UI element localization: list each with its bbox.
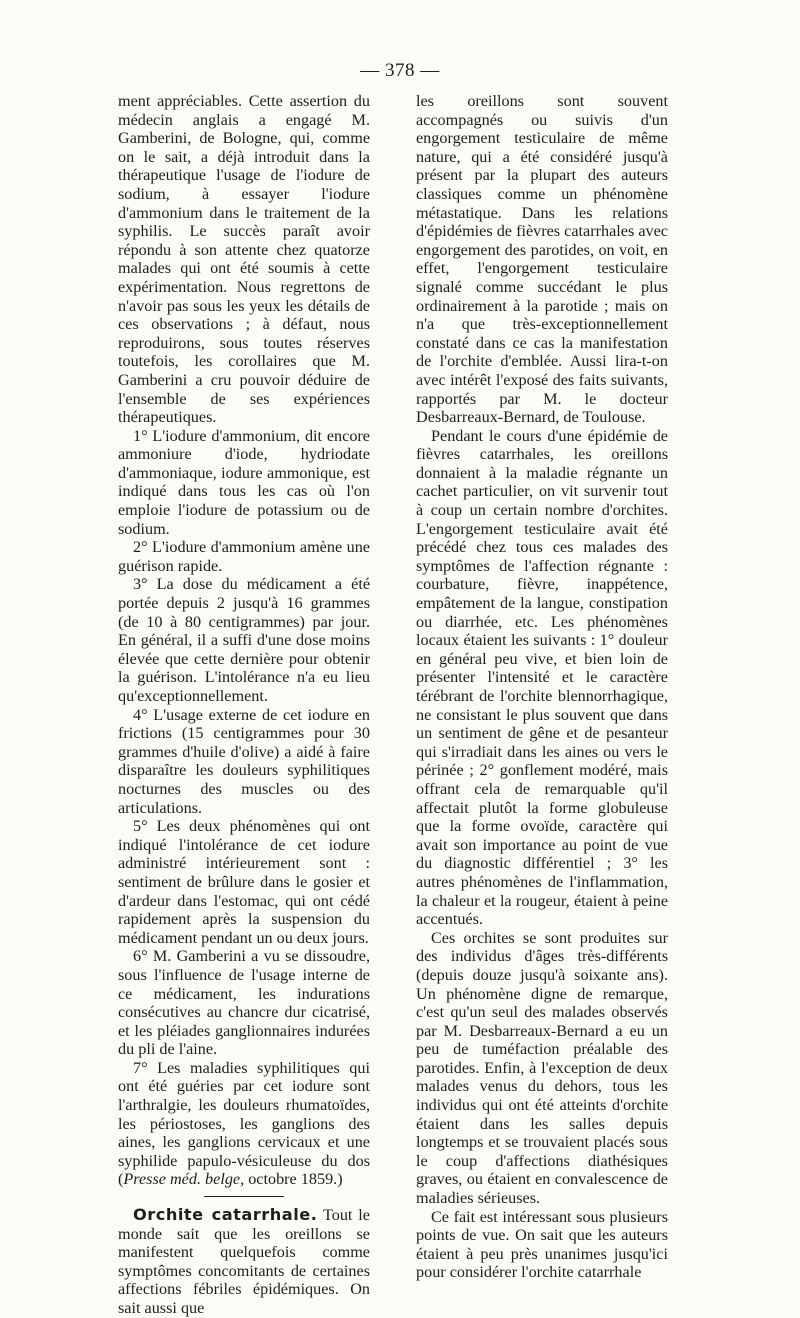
paragraph-intro: ment appréciables. Cette assertion du médecin anglais a engagé M. Gamberini, de Bologne, qui, comme on le sait, a déjà introduit dans la thérapeutique l'usage de l'iodure de sodium, à essayer l'iodure d'ammonium dans le traitement de la syphilis. Le succès paraît avoir répondu à son attente chez quatorze malades qui ont été soumis à cette expérimentation. Nous regrettons de n'avoir pas sous les yeux les détails de ces observations ; à défaut, nous reproduirons, sous toutes réserves toutefois, les corollaires que M. Gamberini a cru pouvoir déduire de l'ensemble de ses expériences thérapeutiques. xyxy=(118,92,370,427)
paragraph-continuation: les oreillons sont souvent accompagnés ou suivis d'un engorgement testiculaire de même nature, qui a été considéré jusqu'à présent par la plupart des auteurs classiques comme un phénomène métastatique. Dans les relations d'épidémies de fièvres catarrhales avec engorgement des parotides, on voit, en effet, l'engorgement testiculaire signalé comme succédant le plus ordinairement à la parotide ; mais on n'a que très-exceptionnellement constaté dans ce cas la manifestation de l'orchite d'emblée. Aussi lira-t-on avec intérêt l'exposé des faits suivants, rapportés par M. le docteur Desbarreaux-Bernard, de Toulouse. xyxy=(416,92,668,427)
paragraph-corollary-4: 4° L'usage externe de cet iodure en frictions (15 centigrammes pour 30 grammes d'huile d'olive) a aidé à faire disparaître les douleurs syphilitiques nocturnes des muscles ou des articulations. xyxy=(118,705,370,817)
paragraph-corollary-2: 2° L'iodure d'ammonium amène une guérison rapide. xyxy=(118,538,370,575)
paragraph-final: Ce fait est intéressant sous plusieurs points de vue. On sait que les auteurs étaient à peu près unanimes jusqu'ici pour considérer l'orchite catarrhale xyxy=(416,1207,668,1282)
source-citation: Presse méd. belge, xyxy=(123,1170,245,1189)
paragraph-corollary-6: 6° M. Gamberini a vu se dissoudre, sous l'influence de l'usage interne de ce médicament, les indurations consécutives au chancre dur cicatrisé, et les pléiades ganglionnaires indurées du pli de l'aine. xyxy=(118,947,370,1059)
left-column xyxy=(118,92,370,1318)
section-intro-text: Tout le monde sait que les oreillons se manifestent quelquefois comme symptômes concomitants de certaines affections fébriles épidémiques. On sait aussi que xyxy=(118,1206,370,1317)
paragraph-epidemic: Pendant le cours d'une épidémie de fièvres catarrhales, les oreillons donnaient à la maladie régnante un cachet particulier, on vit survenir tout à coup un certain nombre d'orchites. L'engorgement testiculaire avait été précédé chez tous ces malades des symptômes de l'affection régnante : courbature, fièvre, inappétence, empâtement de la langue, constipation ou diarrhée, etc. Les phénomènes locaux étaient les suivants : 1° douleur en général peu vive, et bien loin de présenter l'intensité et le caractère térébrant de l'orchite blennorrhagique, ne consistant le plus souvent que dans un sentiment de gêne et de pesanteur qui s'irradiait dans les aines ou vers le périnée ; 2° gonflement modéré, mais offrant cela de remarquable qu'il affectait plutôt la forme globuleuse que la forme ovoïde, caractère qui avait son importance au point de vue du diagnostic différentiel ; 3° les autres phénomènes de l'inflammation, la chaleur et la rougeur, étaient à peine accentués. xyxy=(416,426,668,929)
page-number: — 378 — xyxy=(360,60,440,81)
paragraph-corollary-3: 3° La dose du médicament a été portée depuis 2 jusqu'à 16 grammes (de 10 à 80 centigrammes) par jour. En général, il a suffi d'une dose moins élevée que cette dernière pour obtenir la guérison. L'intolérance n'a eu lieu qu'exceptionnellement. xyxy=(118,575,370,705)
section-divider xyxy=(204,1196,284,1197)
corollary-7-text: 7° Les maladies syphilitiques qui ont été guéries par cet iodure sont l'arthralgie, les douleurs rhumatoïdes, les périostoses, les ganglions des aines, les ganglions cervicaux et une syphilide papulo-vésiculeuse du dos ( xyxy=(118,1058,370,1189)
paragraph-corollary-1: 1° L'iodure d'ammonium, dit encore ammoniure d'iode, hydriodate d'ammoniaque, iodure ammonique, est indiqué dans tous les cas où l'on emploie l'iodure de potassium ou de sodium. xyxy=(118,426,370,538)
paragraph-ages: Ces orchites se sont produites sur des individus d'âges très-différents (depuis douze jusqu'à soixante ans). Un phénomène digne de remarque, c'est qu'un seul des malades observés par M. Desbarreaux-Bernard a eu un peu de tuméfaction préalable des parotides. Enfin, à l'exception de deux malades venus du dehors, tous les individus qui ont été atteints d'orchite étaient dans les salles depuis longtemps et se trouvaient placés sous le coup d'affections diathésiques graves, ou étaient en convalescence de maladies sérieuses. xyxy=(416,928,668,1208)
section-heading: Orchite catarrhale. xyxy=(133,1205,318,1225)
right-column xyxy=(416,92,668,1282)
paragraph-corollary-5: 5° Les deux phénomènes qui ont indiqué l'intolérance de cet iodure administré intérieurement sont : sentiment de brûlure dans le gosier et d'ardeur dans l'estomac, qui ont cédé rapidement après la suspension du médicament pendant un ou deux jours. xyxy=(118,817,370,947)
paragraph-corollary-7 xyxy=(118,1059,370,1189)
corollary-7-end: octobre 1859.) xyxy=(244,1170,343,1189)
